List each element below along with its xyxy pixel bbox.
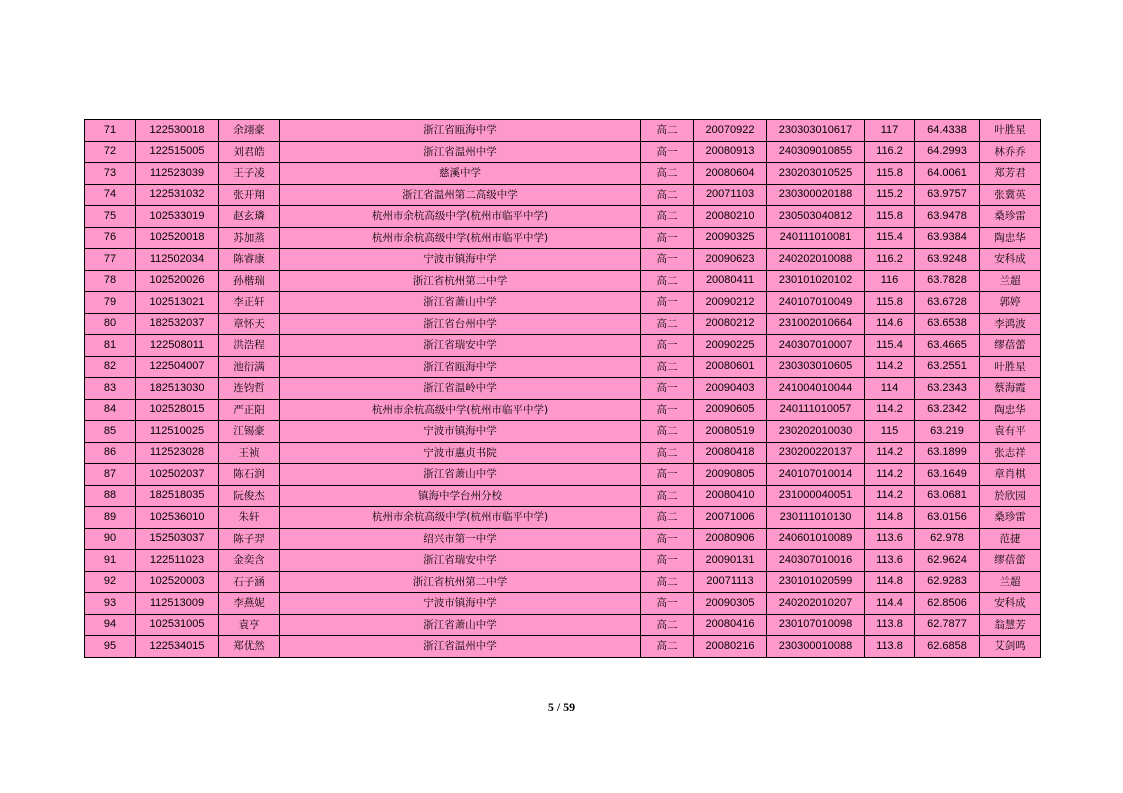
- table-row: [85, 335, 1041, 357]
- table-row: [85, 485, 1041, 507]
- birthdate-cell: 20070922: [694, 120, 767, 142]
- birthdate-cell: 20090805: [694, 464, 767, 486]
- scaled-score-cell: 62.9624: [915, 550, 980, 572]
- student-name-cell: 陈子羿: [219, 528, 280, 550]
- rank-cell: 82: [85, 356, 136, 378]
- school-cell: 宁波市镇海中学: [280, 249, 641, 271]
- rank-cell: 91: [85, 550, 136, 572]
- scaled-score-cell: 64.0061: [915, 163, 980, 185]
- candidate-id-cell: 102502037: [136, 464, 219, 486]
- raw-score-cell: 115.4: [865, 335, 915, 357]
- grade-cell: 高一: [641, 141, 694, 163]
- school-cell: 浙江省温州第二高级中学: [280, 184, 641, 206]
- birthdate-cell: 20071113: [694, 571, 767, 593]
- student-name-cell: 池衍满: [219, 356, 280, 378]
- birthdate-cell: 20071103: [694, 184, 767, 206]
- candidate-id-cell: 122531032: [136, 184, 219, 206]
- school-cell: 杭州市余杭高级中学(杭州市临平中学): [280, 206, 641, 228]
- student-number-cell: 230202010030: [767, 421, 865, 443]
- coach-name-cell: 桑珍雷: [980, 507, 1041, 529]
- student-name-cell: 余翊豪: [219, 120, 280, 142]
- table-row: [85, 292, 1041, 314]
- candidate-id-cell: 182518035: [136, 485, 219, 507]
- student-name-cell: 王祯: [219, 442, 280, 464]
- grade-cell: 高二: [641, 120, 694, 142]
- grade-cell: 高一: [641, 464, 694, 486]
- scaled-score-cell: 63.2343: [915, 378, 980, 400]
- student-name-cell: 陈石润: [219, 464, 280, 486]
- student-number-cell: 230101020599: [767, 571, 865, 593]
- scaled-score-cell: 62.6858: [915, 636, 980, 658]
- candidate-id-cell: 122515005: [136, 141, 219, 163]
- candidate-id-cell: 112510025: [136, 421, 219, 443]
- student-name-cell: 陈睿康: [219, 249, 280, 271]
- coach-name-cell: 艾剑鸣: [980, 636, 1041, 658]
- student-number-cell: 240107010014: [767, 464, 865, 486]
- table-row: [85, 378, 1041, 400]
- birthdate-cell: 20080216: [694, 636, 767, 658]
- student-name-cell: 孙楷瑞: [219, 270, 280, 292]
- candidate-id-cell: 102533019: [136, 206, 219, 228]
- raw-score-cell: 117: [865, 120, 915, 142]
- birthdate-cell: 20071006: [694, 507, 767, 529]
- table-row: [85, 163, 1041, 185]
- school-cell: 浙江省萧山中学: [280, 292, 641, 314]
- grade-cell: 高一: [641, 528, 694, 550]
- student-number-cell: 230303010605: [767, 356, 865, 378]
- raw-score-cell: 113.8: [865, 614, 915, 636]
- coach-name-cell: 陶忠华: [980, 227, 1041, 249]
- raw-score-cell: 115: [865, 421, 915, 443]
- scaled-score-cell: 63.1649: [915, 464, 980, 486]
- table-row: [85, 399, 1041, 421]
- student-number-cell: 231000040051: [767, 485, 865, 507]
- rank-cell: 71: [85, 120, 136, 142]
- candidate-id-cell: 182532037: [136, 313, 219, 335]
- grade-cell: 高一: [641, 249, 694, 271]
- page-number: 5 / 59: [547, 700, 576, 714]
- raw-score-cell: 114.2: [865, 485, 915, 507]
- scaled-score-cell: 64.4338: [915, 120, 980, 142]
- table-row: [85, 614, 1041, 636]
- student-name-cell: 袁亨: [219, 614, 280, 636]
- raw-score-cell: 114.2: [865, 442, 915, 464]
- candidate-id-cell: 102520026: [136, 270, 219, 292]
- scaled-score-cell: 63.219: [915, 421, 980, 443]
- student-number-cell: 240202010088: [767, 249, 865, 271]
- birthdate-cell: 20080212: [694, 313, 767, 335]
- candidate-id-cell: 112513009: [136, 593, 219, 615]
- grade-cell: 高二: [641, 485, 694, 507]
- coach-name-cell: 蔡海霞: [980, 378, 1041, 400]
- rank-cell: 89: [85, 507, 136, 529]
- student-name-cell: 李燕妮: [219, 593, 280, 615]
- table-row: [85, 421, 1041, 443]
- school-cell: 浙江省瑞安中学: [280, 550, 641, 572]
- birthdate-cell: 20090605: [694, 399, 767, 421]
- student-number-cell: 230300020188: [767, 184, 865, 206]
- grade-cell: 高一: [641, 378, 694, 400]
- grade-cell: 高一: [641, 399, 694, 421]
- birthdate-cell: 20080604: [694, 163, 767, 185]
- birthdate-cell: 20080601: [694, 356, 767, 378]
- raw-score-cell: 116.2: [865, 141, 915, 163]
- candidate-id-cell: 102531005: [136, 614, 219, 636]
- birthdate-cell: 20080416: [694, 614, 767, 636]
- candidate-id-cell: 102520018: [136, 227, 219, 249]
- birthdate-cell: 20090212: [694, 292, 767, 314]
- rank-cell: 94: [85, 614, 136, 636]
- table-row: [85, 206, 1041, 228]
- birthdate-cell: 20090403: [694, 378, 767, 400]
- birthdate-cell: 20080519: [694, 421, 767, 443]
- birthdate-cell: 20080410: [694, 485, 767, 507]
- student-name-cell: 石子涵: [219, 571, 280, 593]
- scaled-score-cell: 63.6538: [915, 313, 980, 335]
- coach-name-cell: 安科成: [980, 593, 1041, 615]
- school-cell: 杭州市余杭高级中学(杭州市临平中学): [280, 507, 641, 529]
- grade-cell: 高一: [641, 335, 694, 357]
- school-cell: 浙江省温州中学: [280, 636, 641, 658]
- coach-name-cell: 叶胜星: [980, 356, 1041, 378]
- school-cell: 浙江省萧山中学: [280, 614, 641, 636]
- grade-cell: 高二: [641, 270, 694, 292]
- raw-score-cell: 115.4: [865, 227, 915, 249]
- birthdate-cell: 20090325: [694, 227, 767, 249]
- school-cell: 浙江省杭州第二中学: [280, 571, 641, 593]
- coach-name-cell: 李鸿波: [980, 313, 1041, 335]
- rank-cell: 95: [85, 636, 136, 658]
- rank-cell: 86: [85, 442, 136, 464]
- school-cell: 浙江省杭州第二中学: [280, 270, 641, 292]
- rank-cell: 83: [85, 378, 136, 400]
- grade-cell: 高二: [641, 184, 694, 206]
- student-number-cell: 230303010617: [767, 120, 865, 142]
- rank-cell: 74: [85, 184, 136, 206]
- rank-cell: 85: [85, 421, 136, 443]
- raw-score-cell: 116.2: [865, 249, 915, 271]
- school-cell: 杭州市余杭高级中学(杭州市临平中学): [280, 227, 641, 249]
- grade-cell: 高二: [641, 313, 694, 335]
- raw-score-cell: 114.8: [865, 571, 915, 593]
- student-number-cell: 240309010855: [767, 141, 865, 163]
- student-number-cell: 240107010049: [767, 292, 865, 314]
- student-name-cell: 连钧哲: [219, 378, 280, 400]
- coach-name-cell: 张志祥: [980, 442, 1041, 464]
- table-row: [85, 184, 1041, 206]
- candidate-id-cell: 112502034: [136, 249, 219, 271]
- grade-cell: 高二: [641, 421, 694, 443]
- candidate-id-cell: 152503037: [136, 528, 219, 550]
- student-name-cell: 王子凌: [219, 163, 280, 185]
- student-number-cell: 240111010081: [767, 227, 865, 249]
- raw-score-cell: 115.2: [865, 184, 915, 206]
- student-number-cell: 230200220137: [767, 442, 865, 464]
- coach-name-cell: 郭婷: [980, 292, 1041, 314]
- student-name-cell: 刘君皓: [219, 141, 280, 163]
- table-row: [85, 120, 1041, 142]
- grade-cell: 高一: [641, 550, 694, 572]
- student-number-cell: 230111010130: [767, 507, 865, 529]
- scaled-score-cell: 63.9478: [915, 206, 980, 228]
- raw-score-cell: 114.2: [865, 356, 915, 378]
- grade-cell: 高一: [641, 593, 694, 615]
- scaled-score-cell: 63.9248: [915, 249, 980, 271]
- candidate-id-cell: 112523039: [136, 163, 219, 185]
- coach-name-cell: 於欣园: [980, 485, 1041, 507]
- student-name-cell: 郑优然: [219, 636, 280, 658]
- candidate-id-cell: 122530018: [136, 120, 219, 142]
- scaled-score-cell: 62.978: [915, 528, 980, 550]
- candidate-id-cell: 122508011: [136, 335, 219, 357]
- rank-cell: 90: [85, 528, 136, 550]
- school-cell: 浙江省萧山中学: [280, 464, 641, 486]
- rank-cell: 93: [85, 593, 136, 615]
- student-number-cell: 230101020102: [767, 270, 865, 292]
- candidate-id-cell: 102536010: [136, 507, 219, 529]
- grade-cell: 高二: [641, 636, 694, 658]
- student-number-cell: 240307010016: [767, 550, 865, 572]
- table-row: [85, 313, 1041, 335]
- birthdate-cell: 20080906: [694, 528, 767, 550]
- raw-score-cell: 113.6: [865, 550, 915, 572]
- table-row: [85, 593, 1041, 615]
- birthdate-cell: 20090225: [694, 335, 767, 357]
- table-row: [85, 141, 1041, 163]
- raw-score-cell: 115.8: [865, 292, 915, 314]
- candidate-id-cell: 102520003: [136, 571, 219, 593]
- scaled-score-cell: 63.2551: [915, 356, 980, 378]
- table-row: [85, 227, 1041, 249]
- rank-cell: 75: [85, 206, 136, 228]
- candidate-id-cell: 122511023: [136, 550, 219, 572]
- school-cell: 镇海中学台州分校: [280, 485, 641, 507]
- rank-cell: 72: [85, 141, 136, 163]
- student-name-cell: 阮俊杰: [219, 485, 280, 507]
- school-cell: 浙江省台州中学: [280, 313, 641, 335]
- rank-cell: 88: [85, 485, 136, 507]
- birthdate-cell: 20080913: [694, 141, 767, 163]
- birthdate-cell: 20090305: [694, 593, 767, 615]
- raw-score-cell: 114.6: [865, 313, 915, 335]
- scaled-score-cell: 62.8506: [915, 593, 980, 615]
- grade-cell: 高二: [641, 356, 694, 378]
- school-cell: 杭州市余杭高级中学(杭州市临平中学): [280, 399, 641, 421]
- coach-name-cell: 翁慧芳: [980, 614, 1041, 636]
- raw-score-cell: 115.8: [865, 206, 915, 228]
- scaled-score-cell: 63.2342: [915, 399, 980, 421]
- student-name-cell: 江锡豪: [219, 421, 280, 443]
- student-name-cell: 李正轩: [219, 292, 280, 314]
- rank-cell: 87: [85, 464, 136, 486]
- student-name-cell: 张开翔: [219, 184, 280, 206]
- coach-name-cell: 桑珍雷: [980, 206, 1041, 228]
- school-cell: 慈溪中学: [280, 163, 641, 185]
- grade-cell: 高一: [641, 292, 694, 314]
- coach-name-cell: 兰超: [980, 571, 1041, 593]
- school-cell: 宁波市惠贞书院: [280, 442, 641, 464]
- candidate-id-cell: 122504007: [136, 356, 219, 378]
- scaled-score-cell: 63.4665: [915, 335, 980, 357]
- scaled-score-cell: 62.7877: [915, 614, 980, 636]
- scaled-score-cell: 63.6728: [915, 292, 980, 314]
- rank-cell: 76: [85, 227, 136, 249]
- candidate-id-cell: 102528015: [136, 399, 219, 421]
- student-number-cell: 231002010664: [767, 313, 865, 335]
- rank-cell: 92: [85, 571, 136, 593]
- scaled-score-cell: 63.0681: [915, 485, 980, 507]
- coach-name-cell: 叶胜星: [980, 120, 1041, 142]
- rank-cell: 81: [85, 335, 136, 357]
- table-row: [85, 356, 1041, 378]
- birthdate-cell: 20080418: [694, 442, 767, 464]
- student-name-cell: 朱轩: [219, 507, 280, 529]
- scaled-score-cell: 63.9757: [915, 184, 980, 206]
- student-name-cell: 章怀天: [219, 313, 280, 335]
- raw-score-cell: 114: [865, 378, 915, 400]
- raw-score-cell: 115.8: [865, 163, 915, 185]
- school-cell: 浙江省瑞安中学: [280, 335, 641, 357]
- raw-score-cell: 114.2: [865, 464, 915, 486]
- school-cell: 宁波市镇海中学: [280, 421, 641, 443]
- coach-name-cell: 袁有平: [980, 421, 1041, 443]
- raw-score-cell: 113.8: [865, 636, 915, 658]
- school-cell: 浙江省温岭中学: [280, 378, 641, 400]
- rank-cell: 73: [85, 163, 136, 185]
- student-name-cell: 苏加蒸: [219, 227, 280, 249]
- coach-name-cell: 林乔乔: [980, 141, 1041, 163]
- table-row: [85, 249, 1041, 271]
- table-row: [85, 636, 1041, 658]
- raw-score-cell: 113.6: [865, 528, 915, 550]
- student-number-cell: 240307010007: [767, 335, 865, 357]
- coach-name-cell: 郑芳君: [980, 163, 1041, 185]
- raw-score-cell: 114.2: [865, 399, 915, 421]
- scaled-score-cell: 63.9384: [915, 227, 980, 249]
- school-cell: 浙江省温州中学: [280, 141, 641, 163]
- grade-cell: 高二: [641, 507, 694, 529]
- coach-name-cell: 缪蓓蕾: [980, 550, 1041, 572]
- candidate-id-cell: 122534015: [136, 636, 219, 658]
- candidate-id-cell: 182513030: [136, 378, 219, 400]
- student-number-cell: 230107010098: [767, 614, 865, 636]
- coach-name-cell: 章肖棋: [980, 464, 1041, 486]
- coach-name-cell: 兰超: [980, 270, 1041, 292]
- candidate-id-cell: 112523028: [136, 442, 219, 464]
- student-name-cell: 洪浩程: [219, 335, 280, 357]
- grade-cell: 高二: [641, 206, 694, 228]
- table-body: [85, 120, 1041, 658]
- table-row: [85, 270, 1041, 292]
- coach-name-cell: 张冀英: [980, 184, 1041, 206]
- coach-name-cell: 安科成: [980, 249, 1041, 271]
- grade-cell: 高二: [641, 163, 694, 185]
- table-row: [85, 442, 1041, 464]
- table-row: [85, 550, 1041, 572]
- scaled-score-cell: 63.1899: [915, 442, 980, 464]
- student-number-cell: 230503040812: [767, 206, 865, 228]
- candidate-id-cell: 102513021: [136, 292, 219, 314]
- table-row: [85, 507, 1041, 529]
- table-row: [85, 528, 1041, 550]
- school-cell: 绍兴市第一中学: [280, 528, 641, 550]
- student-number-cell: 230300010088: [767, 636, 865, 658]
- scaled-score-cell: 62.9283: [915, 571, 980, 593]
- school-cell: 宁波市镇海中学: [280, 593, 641, 615]
- coach-name-cell: 范捷: [980, 528, 1041, 550]
- school-cell: 浙江省瓯海中学: [280, 356, 641, 378]
- grade-cell: 高二: [641, 614, 694, 636]
- student-number-cell: 240202010207: [767, 593, 865, 615]
- student-name-cell: 赵玄璘: [219, 206, 280, 228]
- student-number-cell: 230203010525: [767, 163, 865, 185]
- birthdate-cell: 20080411: [694, 270, 767, 292]
- scaled-score-cell: 64.2993: [915, 141, 980, 163]
- student-name-cell: 金奕含: [219, 550, 280, 572]
- birthdate-cell: 20080210: [694, 206, 767, 228]
- raw-score-cell: 116: [865, 270, 915, 292]
- student-number-cell: 240601010089: [767, 528, 865, 550]
- school-cell: 浙江省瓯海中学: [280, 120, 641, 142]
- table-row: [85, 571, 1041, 593]
- rank-cell: 84: [85, 399, 136, 421]
- coach-name-cell: 缪蓓蕾: [980, 335, 1041, 357]
- grade-cell: 高二: [641, 571, 694, 593]
- birthdate-cell: 20090131: [694, 550, 767, 572]
- student-number-cell: 241004010044: [767, 378, 865, 400]
- raw-score-cell: 114.4: [865, 593, 915, 615]
- coach-name-cell: 陶忠华: [980, 399, 1041, 421]
- student-score-table: [84, 119, 1041, 658]
- grade-cell: 高一: [641, 227, 694, 249]
- rank-cell: 80: [85, 313, 136, 335]
- rank-cell: 77: [85, 249, 136, 271]
- student-name-cell: 严正阳: [219, 399, 280, 421]
- scaled-score-cell: 63.7828: [915, 270, 980, 292]
- scaled-score-cell: 63.0156: [915, 507, 980, 529]
- grade-cell: 高二: [641, 442, 694, 464]
- raw-score-cell: 114.8: [865, 507, 915, 529]
- table-row: [85, 464, 1041, 486]
- student-number-cell: 240111010057: [767, 399, 865, 421]
- rank-cell: 78: [85, 270, 136, 292]
- birthdate-cell: 20090623: [694, 249, 767, 271]
- rank-cell: 79: [85, 292, 136, 314]
